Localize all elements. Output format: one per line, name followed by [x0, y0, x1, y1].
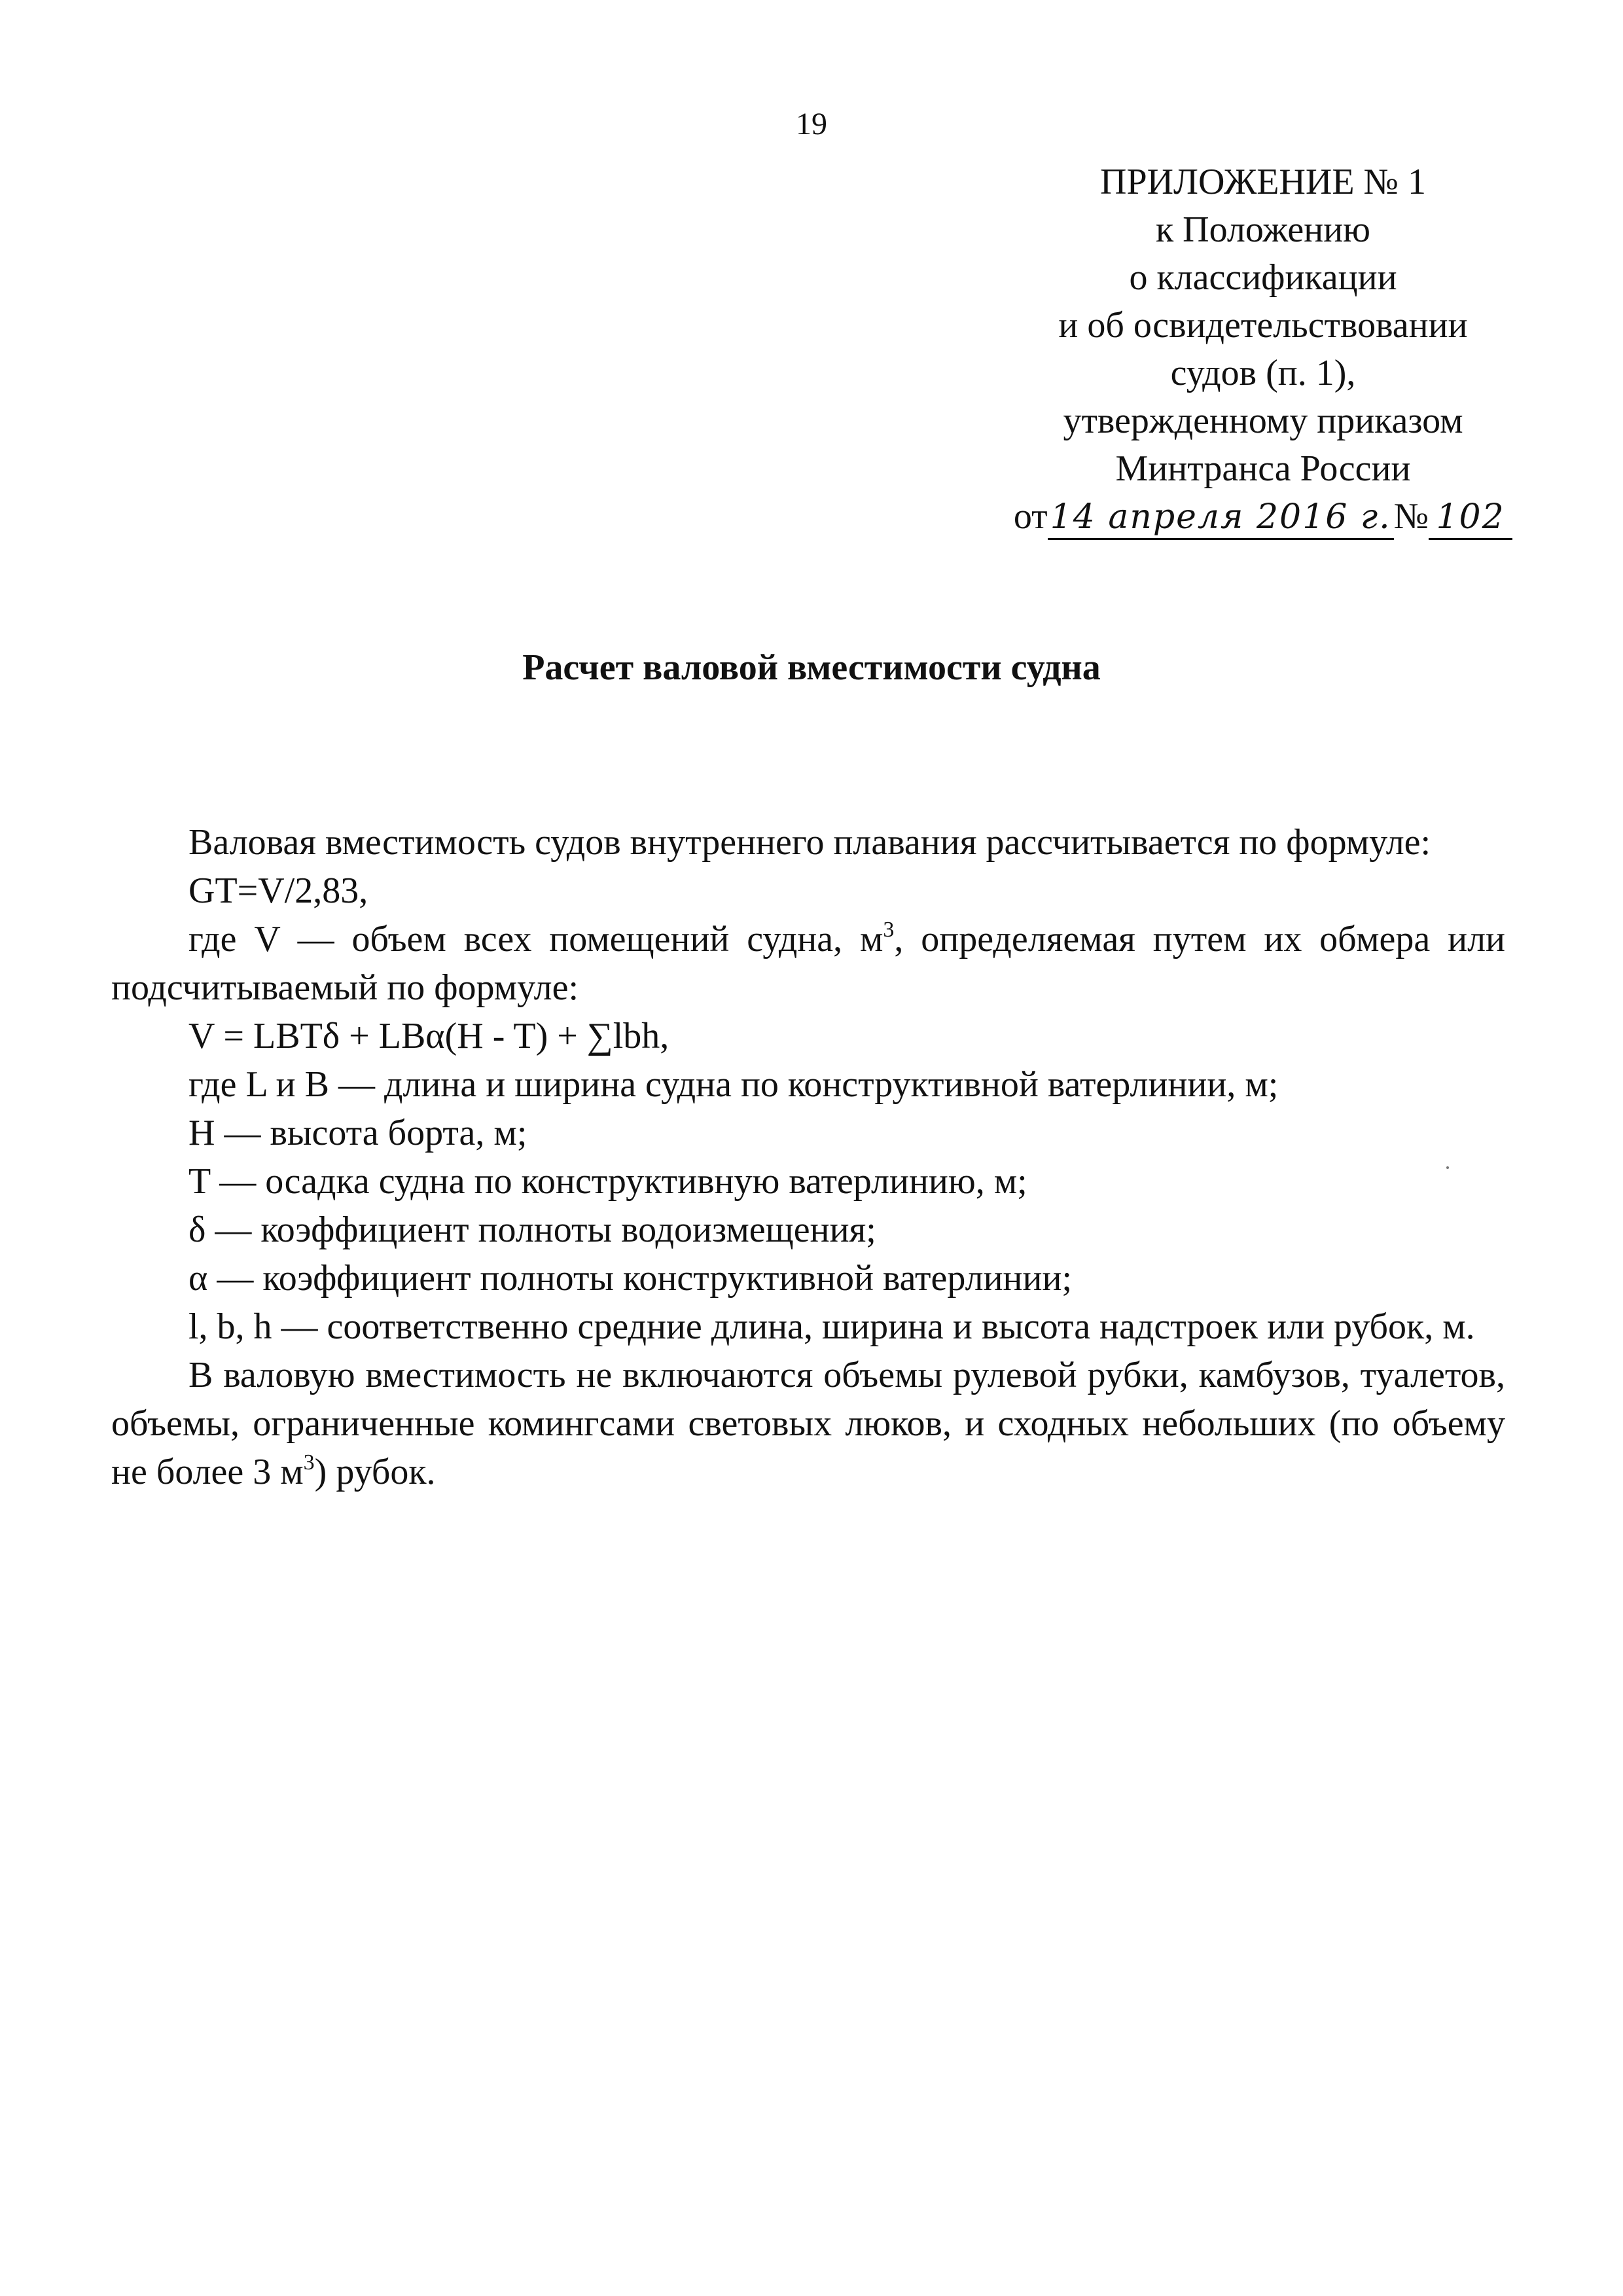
definition-alpha: α — коэффициент полноты конструктивной ватерлинии;	[188, 1258, 1073, 1299]
definition-l-b: где L и B — длина и ширина судна по конструктивной ватерлинии, м;	[188, 1064, 1279, 1105]
appendix-line: Минтранса России	[1115, 448, 1411, 489]
definition-h: H — высота борта, м;	[188, 1113, 527, 1153]
exclusions-paragraph	[111, 1351, 1505, 1496]
volume-definition-text-cont: , определяемая путем их обмера или подсчитываемый по формуле:	[111, 919, 1505, 1008]
intro-paragraph: Валовая вместимость судов внутреннего плавания рассчитывается по формуле:	[188, 822, 1431, 863]
handwritten-number: 102	[1429, 496, 1512, 540]
appendix-line: к Положению	[1155, 209, 1371, 250]
from-prefix: от	[1013, 496, 1048, 537]
superscript: 3	[303, 1450, 315, 1475]
volume-definition-paragraph	[111, 915, 1505, 1012]
definition-lbh: l, b, h — соответственно средние длина, ширина и высота надстроек или рубок, м.	[188, 1306, 1475, 1347]
appendix-line: и об освидетельствовании	[1058, 305, 1468, 346]
volume-definition-text: где V — объем всех помещений судна, м	[188, 919, 883, 960]
exclusions-text: В валовую вместимость не включаются объемы рулевой рубки, камбузов, туалетов, объемы, ограниченные комингсами световых люков, и сходных небольших (по объему не более 3 м	[111, 1355, 1505, 1492]
formula-v: V = LBTδ + LBα(H - T) + ∑lbh,	[188, 1016, 669, 1056]
appendix-line: утвержденному приказом	[1063, 401, 1463, 441]
appendix-line: о классификации	[1129, 257, 1397, 298]
document-title: Расчет валовой вместимости судна	[522, 647, 1101, 688]
exclusions-text-cont: ) рубок.	[314, 1452, 436, 1492]
definition-delta: δ — коэффициент полноты водоизмещения;	[188, 1210, 876, 1250]
appendix-line: судов (п. 1),	[1170, 353, 1356, 393]
page-number: 19	[796, 107, 827, 141]
number-prefix: №	[1393, 496, 1429, 537]
appendix-line: ПРИЛОЖЕНИЕ № 1	[1100, 162, 1426, 202]
appendix-header	[1008, 158, 1518, 541]
definition-t: T — осадка судна по конструктивную ватерлинию, м;	[188, 1161, 1027, 1202]
order-date-number-line	[1008, 493, 1518, 541]
document-body	[111, 818, 1505, 1496]
formula-gt: GT=V/2,83,	[188, 870, 368, 911]
superscript: 3	[883, 918, 895, 942]
scan-speck	[1446, 1166, 1449, 1169]
handwritten-date: 14 апреля 2016 г.	[1048, 496, 1394, 540]
